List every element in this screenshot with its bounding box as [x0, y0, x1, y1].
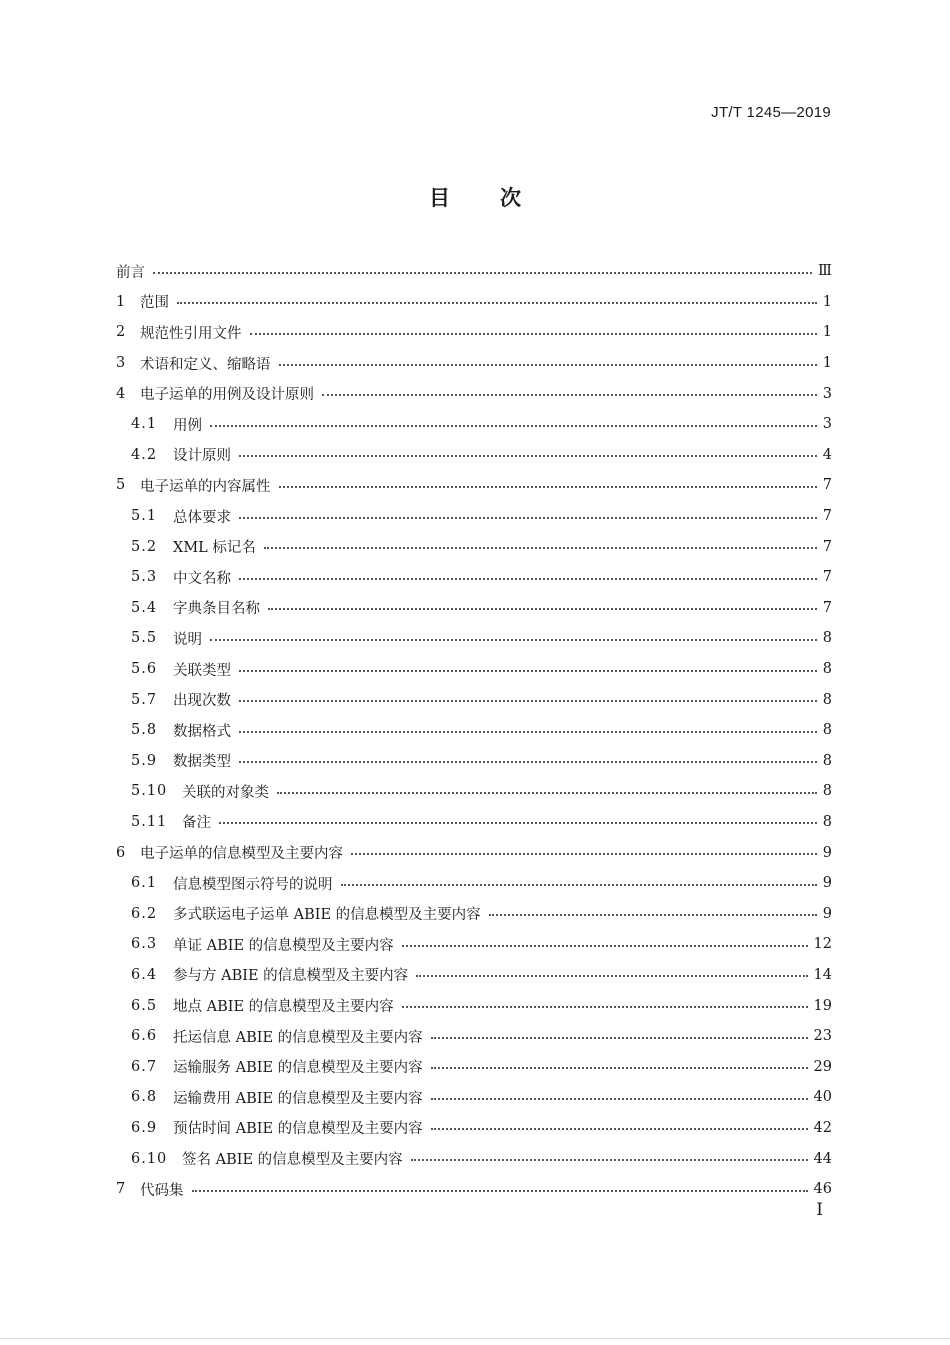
- toc-entry-number: 4.1: [131, 416, 158, 433]
- toc-leader-dots: [279, 363, 817, 366]
- toc-entry[interactable]: [116, 1082, 832, 1113]
- toc-entry[interactable]: [116, 378, 832, 409]
- toc-entry-title: 签名 ABIE 的信息模型及主要内容: [182, 1152, 403, 1169]
- toc-entry-number: 4.2: [131, 446, 158, 463]
- toc-entry-title: 出现次数: [173, 693, 231, 710]
- toc-entry-number: 5.4: [131, 599, 158, 616]
- toc-entry-number: 5.11: [131, 813, 168, 830]
- toc-entry-page: 1: [822, 355, 832, 372]
- toc-leader-dots: [431, 1127, 808, 1130]
- toc-entry-title: 数据类型: [173, 754, 231, 771]
- toc-entry-page: 8: [822, 661, 832, 678]
- toc-entry-number: 6.7: [131, 1058, 158, 1075]
- toc-entry-number: 5.6: [131, 661, 158, 678]
- toc-entry-title: 关联的对象类: [182, 784, 269, 801]
- toc-entry[interactable]: [116, 960, 832, 991]
- toc-entry-title: 范围: [140, 295, 169, 312]
- toc-entry-page: 7: [822, 508, 832, 525]
- toc-leader-dots: [192, 1189, 808, 1192]
- toc-entry-title: 数据格式: [173, 723, 231, 740]
- toc-entry-number: 6: [116, 844, 127, 861]
- document-code: JT/T 1245—2019: [711, 104, 831, 121]
- toc-leader-dots: [239, 454, 817, 457]
- toc-entry-page: 8: [822, 691, 832, 708]
- toc-entry-page: 4: [822, 446, 832, 463]
- toc-entry[interactable]: [116, 287, 832, 318]
- toc-entry[interactable]: [116, 409, 832, 440]
- toc-entry[interactable]: [116, 715, 832, 746]
- toc-entry-page: 42: [813, 1119, 832, 1136]
- toc-entry-number: 6.10: [131, 1150, 168, 1167]
- toc-entry-title: 地点 ABIE 的信息模型及主要内容: [173, 999, 394, 1016]
- toc-leader-dots: [239, 730, 817, 733]
- toc-entry-title: 前言: [116, 264, 145, 281]
- toc-entry-title: 中文名称: [173, 570, 231, 587]
- toc-leader-dots: [341, 883, 817, 886]
- toc-entry-page: 1: [822, 324, 832, 341]
- toc-leader-dots: [264, 546, 817, 549]
- toc-leader-dots: [402, 944, 808, 947]
- toc-entry-number: 6.1: [131, 875, 158, 892]
- toc-entry-number: 6.8: [131, 1089, 158, 1106]
- toc-entry-title: 设计原则: [173, 448, 231, 465]
- toc-entry[interactable]: [116, 501, 832, 532]
- toc-entry-number: 7: [116, 1181, 127, 1198]
- toc-leader-dots: [210, 638, 817, 641]
- toc-entry[interactable]: [116, 1174, 832, 1205]
- toc-entry-number: 5.1: [131, 508, 158, 525]
- toc-entry-number: 6.3: [131, 936, 158, 953]
- toc-entry-page: 14: [813, 966, 832, 983]
- toc-entry-page: 3: [822, 416, 832, 433]
- toc-entry[interactable]: [116, 593, 832, 624]
- toc-entry[interactable]: [116, 440, 832, 471]
- toc-entry-title: 关联类型: [173, 662, 231, 679]
- toc-entry-title: 运输费用 ABIE 的信息模型及主要内容: [173, 1090, 423, 1107]
- toc-entry-page: Ⅲ: [818, 263, 832, 280]
- toc-leader-dots: [489, 913, 817, 916]
- toc-entry-page: 9: [822, 844, 832, 861]
- toc-entry[interactable]: [116, 776, 832, 807]
- toc-entry[interactable]: [116, 746, 832, 777]
- toc-entry[interactable]: [116, 531, 832, 562]
- toc-entry-page: 7: [822, 599, 832, 616]
- toc-leader-dots: [239, 516, 817, 519]
- toc-leader-dots: [322, 393, 817, 396]
- toc-entry-title: 规范性引用文件: [140, 325, 242, 342]
- toc-entry-number: 6.6: [131, 1028, 158, 1045]
- toc-entry-title: 电子运单的用例及设计原则: [140, 387, 314, 404]
- toc-entry-number: 4: [116, 385, 127, 402]
- toc-entry-title: 备注: [182, 815, 211, 832]
- toc-entry-page: 7: [822, 538, 832, 555]
- toc-entry-number: 5.9: [131, 752, 158, 769]
- toc-entry-title: 字典条目名称: [173, 601, 260, 618]
- toc-leader-dots: [431, 1066, 808, 1069]
- toc-entry-page: 12: [813, 936, 832, 953]
- toc-entry-number: 6.2: [131, 905, 158, 922]
- toc-leader-dots: [277, 791, 817, 794]
- toc-leader-dots: [177, 301, 817, 304]
- toc-entry-page: 7: [822, 569, 832, 586]
- toc-leader-dots: [431, 1036, 808, 1039]
- toc-entry-title: 说明: [173, 631, 202, 648]
- toc-entry-title: 用例: [173, 417, 202, 434]
- toc-entry-page: 8: [822, 752, 832, 769]
- toc-entry-title: 电子运单的内容属性: [140, 478, 271, 495]
- toc-entry[interactable]: [116, 929, 832, 960]
- toc-entry[interactable]: [116, 1143, 832, 1174]
- toc-entry-page: 9: [822, 875, 832, 892]
- toc-entry-page: 40: [813, 1089, 832, 1106]
- toc-entry-page: 8: [822, 722, 832, 739]
- toc-entry-number: 5.8: [131, 722, 158, 739]
- toc-entry-number: 1: [116, 293, 127, 310]
- toc-leader-dots: [351, 852, 817, 855]
- toc-leader-dots: [411, 1158, 808, 1161]
- toc-entry[interactable]: [116, 256, 832, 287]
- toc-entry-number: 5: [116, 477, 127, 494]
- toc-entry-title: 预估时间 ABIE 的信息模型及主要内容: [173, 1121, 423, 1138]
- toc-entry[interactable]: [116, 1113, 832, 1144]
- toc-entry-number: 6.5: [131, 997, 158, 1014]
- toc-entry[interactable]: [116, 348, 832, 379]
- toc-entry-title: 代码集: [140, 1182, 184, 1199]
- toc-entry-page: 44: [813, 1150, 832, 1167]
- toc-entry[interactable]: [116, 654, 832, 685]
- toc-entry-page: 8: [822, 783, 832, 800]
- toc-entry[interactable]: [116, 1021, 832, 1052]
- toc-list: [116, 256, 832, 1204]
- toc-leader-dots: [210, 424, 817, 427]
- toc-entry-page: 29: [813, 1058, 832, 1075]
- toc-leader-dots: [416, 974, 807, 977]
- toc-entry[interactable]: [116, 317, 832, 348]
- toc-leader-dots: [431, 1097, 808, 1100]
- toc-entry[interactable]: [116, 990, 832, 1021]
- toc-entry-title: 托运信息 ABIE 的信息模型及主要内容: [173, 1029, 423, 1046]
- toc-entry-title: 电子运单的信息模型及主要内容: [140, 846, 343, 863]
- toc-entry-page: 8: [822, 630, 832, 647]
- toc-entry-page: 19: [813, 997, 832, 1014]
- toc-entry[interactable]: [116, 470, 832, 501]
- toc-leader-dots: [219, 821, 817, 824]
- toc-entry[interactable]: [116, 837, 832, 868]
- toc-entry-number: 5.3: [131, 569, 158, 586]
- toc-entry-page: 46: [813, 1181, 832, 1198]
- page-number: I: [816, 1200, 823, 1220]
- toc-entry-number: 6.9: [131, 1119, 158, 1136]
- toc-entry-page: 8: [822, 813, 832, 830]
- toc-leader-dots: [250, 332, 817, 335]
- toc-entry-number: 5.7: [131, 691, 158, 708]
- toc-title: [0, 182, 950, 212]
- toc-entry-number: 5.2: [131, 538, 158, 555]
- toc-entry-title: 多式联运电子运单 ABIE 的信息模型及主要内容: [173, 907, 481, 924]
- toc-entry[interactable]: [116, 868, 832, 899]
- toc-entry-page: 9: [822, 905, 832, 922]
- toc-entry-number: 5.10: [131, 783, 168, 800]
- toc-entry[interactable]: [116, 623, 832, 654]
- toc-entry-title: XML 标记名: [173, 540, 256, 557]
- toc-entry[interactable]: [116, 684, 832, 715]
- page-edge: [0, 1338, 950, 1339]
- toc-leader-dots: [239, 577, 817, 580]
- toc-entry-title: 信息模型图示符号的说明: [173, 876, 333, 893]
- toc-entry-title: 参与方 ABIE 的信息模型及主要内容: [173, 968, 409, 985]
- toc-leader-dots: [239, 669, 817, 672]
- toc-entry-number: 2: [116, 324, 127, 341]
- toc-leader-dots: [402, 1005, 808, 1008]
- toc-leader-dots: [268, 607, 817, 610]
- toc-entry-title: 术语和定义、缩略语: [140, 356, 271, 373]
- toc-entry-number: 5.5: [131, 630, 158, 647]
- toc-entry-page: 7: [822, 477, 832, 494]
- toc-entry[interactable]: [116, 898, 832, 929]
- toc-leader-dots: [153, 271, 812, 274]
- toc-entry-page: 1: [822, 293, 832, 310]
- toc-entry[interactable]: [116, 1051, 832, 1082]
- toc-leader-dots: [279, 485, 817, 488]
- toc-title-part1: 目: [429, 186, 450, 210]
- toc-leader-dots: [239, 699, 817, 702]
- toc-entry-page: 3: [822, 385, 832, 402]
- toc-entry-title: 运输服务 ABIE 的信息模型及主要内容: [173, 1060, 423, 1077]
- toc-entry-number: 3: [116, 355, 127, 372]
- toc-entry-title: 总体要求: [173, 509, 231, 526]
- toc-leader-dots: [239, 760, 817, 763]
- toc-title-part2: 次: [500, 186, 521, 210]
- toc-entry[interactable]: [116, 807, 832, 838]
- toc-entry-title: 单证 ABIE 的信息模型及主要内容: [173, 937, 394, 954]
- toc-entry[interactable]: [116, 562, 832, 593]
- toc-entry-page: 23: [813, 1028, 832, 1045]
- toc-entry-number: 6.4: [131, 966, 158, 983]
